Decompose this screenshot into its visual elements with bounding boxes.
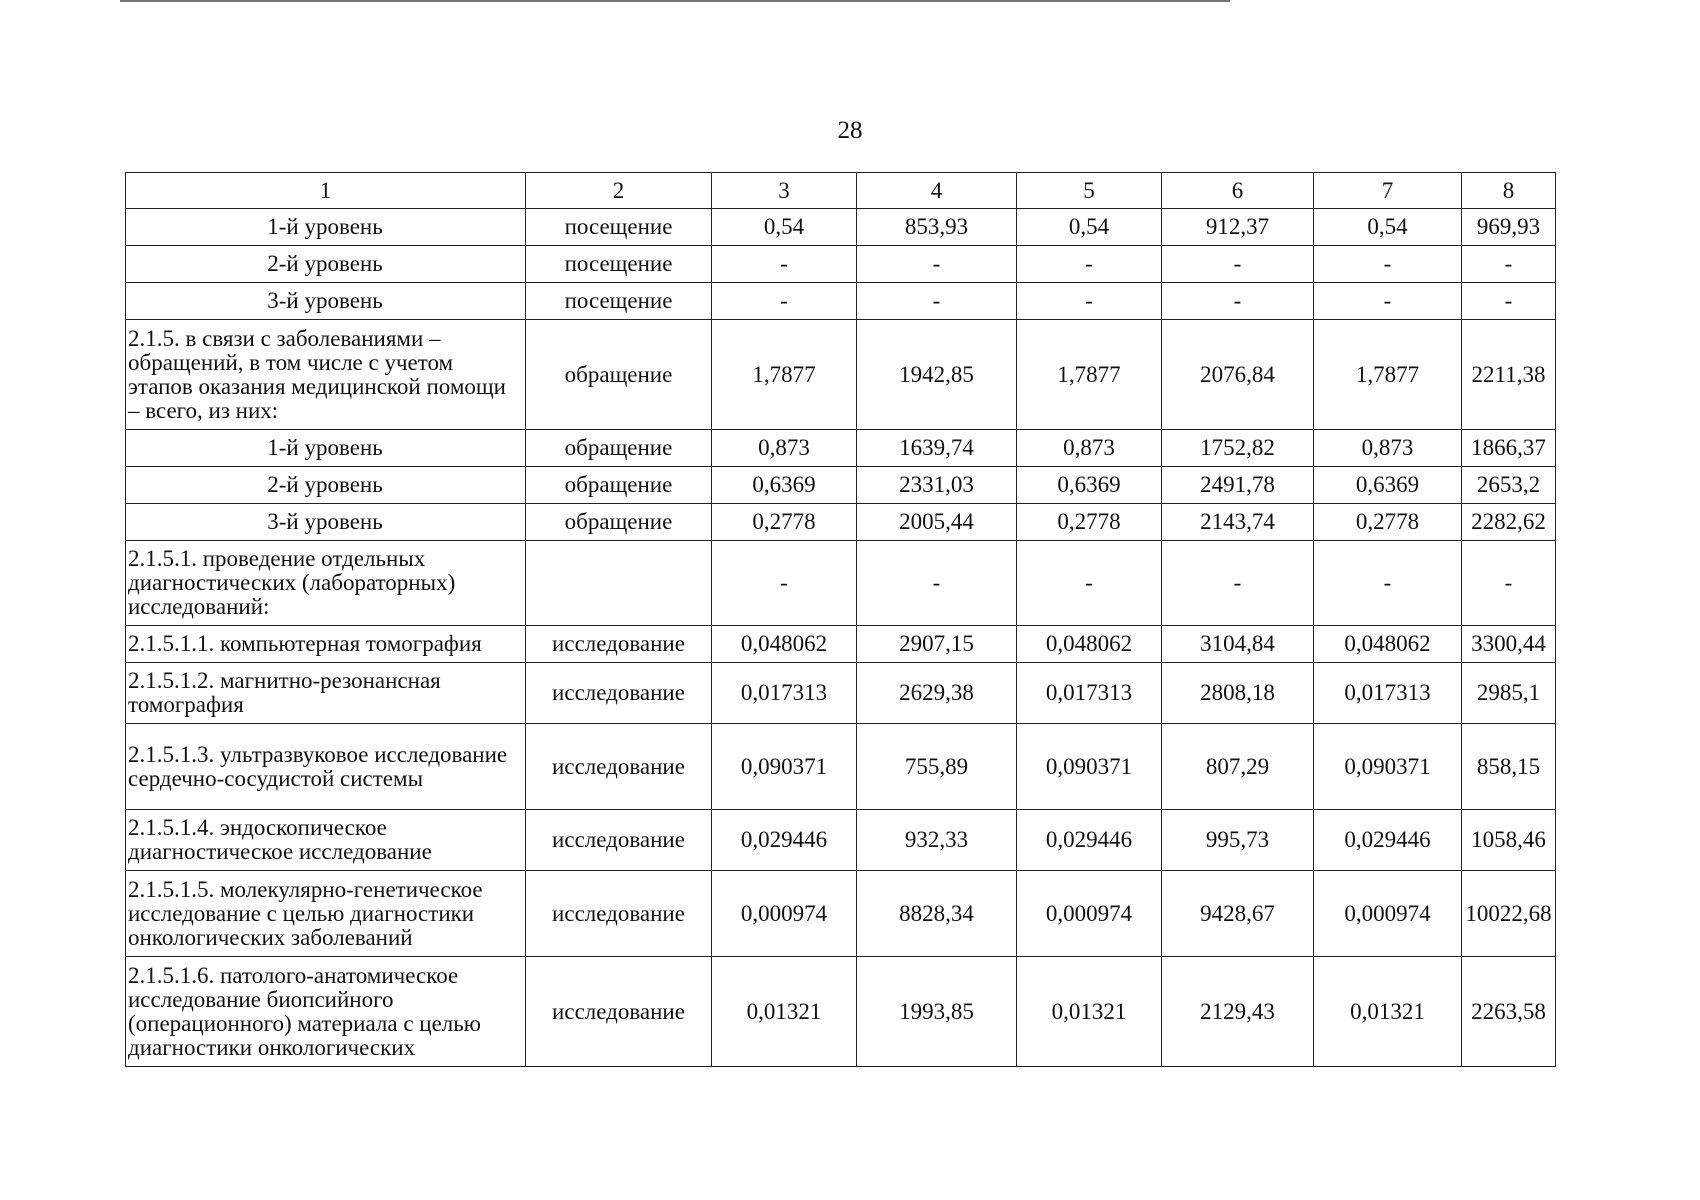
value-cell: 969,93: [1462, 209, 1556, 246]
value-cell: -: [1017, 283, 1162, 320]
value-cell: 0,000974: [712, 871, 857, 957]
row-name-cell: 2-й уровень: [126, 246, 526, 283]
row-name-cell: 2-й уровень: [126, 467, 526, 504]
value-cell: 807,29: [1162, 724, 1314, 810]
row-name-cell: 2.1.5. в связи с заболеваниями – обращений, в том числе с учетом этапов оказания медицинской помощи – всего, из них:: [126, 320, 526, 430]
value-cell: -: [1462, 283, 1556, 320]
value-cell: 0,01321: [1314, 957, 1462, 1067]
value-cell: -: [1314, 246, 1462, 283]
value-cell: 0,048062: [1017, 626, 1162, 663]
unit-cell: [526, 541, 712, 626]
value-cell: 0,017313: [1017, 663, 1162, 724]
header-cell: 8: [1462, 173, 1556, 209]
page-number: 28: [837, 117, 863, 144]
value-cell: -: [1462, 246, 1556, 283]
value-cell: 0,2778: [712, 504, 857, 541]
value-cell: 0,873: [1314, 430, 1462, 467]
value-cell: 0,090371: [1017, 724, 1162, 810]
table-row: [126, 810, 1556, 871]
value-cell: 2076,84: [1162, 320, 1314, 430]
value-cell: 0,6369: [1314, 467, 1462, 504]
value-cell: 0,54: [712, 209, 857, 246]
value-cell: 0,01321: [1017, 957, 1162, 1067]
value-cell: 1752,82: [1162, 430, 1314, 467]
value-cell: -: [712, 246, 857, 283]
value-cell: -: [1017, 246, 1162, 283]
data-table: [125, 172, 1556, 1067]
unit-cell: обращение: [526, 504, 712, 541]
value-cell: 0,873: [712, 430, 857, 467]
value-cell: -: [712, 283, 857, 320]
value-cell: -: [1314, 541, 1462, 626]
value-cell: -: [712, 541, 857, 626]
table-row: [126, 283, 1556, 320]
unit-cell: посещение: [526, 246, 712, 283]
value-cell: 2143,74: [1162, 504, 1314, 541]
row-name-cell: 1-й уровень: [126, 430, 526, 467]
row-name-cell: 3-й уровень: [126, 504, 526, 541]
value-cell: -: [857, 246, 1017, 283]
table-row: [126, 504, 1556, 541]
value-cell: 0,000974: [1017, 871, 1162, 957]
value-cell: 0,048062: [1314, 626, 1462, 663]
unit-cell: обращение: [526, 467, 712, 504]
unit-cell: исследование: [526, 626, 712, 663]
value-cell: 10022,68: [1462, 871, 1556, 957]
value-cell: 9428,67: [1162, 871, 1314, 957]
table-row: [126, 724, 1556, 810]
value-cell: 1942,85: [857, 320, 1017, 430]
unit-cell: исследование: [526, 724, 712, 810]
unit-cell: исследование: [526, 810, 712, 871]
table-row: [126, 957, 1556, 1067]
value-cell: 858,15: [1462, 724, 1556, 810]
value-cell: 2653,2: [1462, 467, 1556, 504]
header-cell: 6: [1162, 173, 1314, 209]
unit-cell: исследование: [526, 871, 712, 957]
value-cell: -: [857, 541, 1017, 626]
value-cell: 0,873: [1017, 430, 1162, 467]
value-cell: 3104,84: [1162, 626, 1314, 663]
value-cell: 2263,58: [1462, 957, 1556, 1067]
row-name-cell: 2.1.5.1.3. ультразвуковое исследование сердечно-сосудистой системы: [126, 724, 526, 810]
row-name-cell: 2.1.5.1.5. молекулярно-генетическое исследование с целью диагностики онкологических заболеваний: [126, 871, 526, 957]
value-cell: 0,029446: [1017, 810, 1162, 871]
value-cell: 0,2778: [1314, 504, 1462, 541]
value-cell: 2985,1: [1462, 663, 1556, 724]
value-cell: 2005,44: [857, 504, 1017, 541]
header-cell: 2: [526, 173, 712, 209]
value-cell: 2331,03: [857, 467, 1017, 504]
value-cell: 2629,38: [857, 663, 1017, 724]
value-cell: 755,89: [857, 724, 1017, 810]
unit-cell: посещение: [526, 209, 712, 246]
value-cell: 853,93: [857, 209, 1017, 246]
unit-cell: обращение: [526, 430, 712, 467]
value-cell: 995,73: [1162, 810, 1314, 871]
value-cell: 3300,44: [1462, 626, 1556, 663]
unit-cell: посещение: [526, 283, 712, 320]
value-cell: 0,017313: [712, 663, 857, 724]
table-row: [126, 871, 1556, 957]
table-row: [126, 626, 1556, 663]
table-row: [126, 320, 1556, 430]
table-row: [126, 246, 1556, 283]
row-name-cell: 2.1.5.1.1. компьютерная томография: [126, 626, 526, 663]
unit-cell: обращение: [526, 320, 712, 430]
unit-cell: исследование: [526, 663, 712, 724]
value-cell: 0,029446: [712, 810, 857, 871]
header-cell: 3: [712, 173, 857, 209]
table-row: [126, 430, 1556, 467]
value-cell: -: [1162, 541, 1314, 626]
value-cell: 2907,15: [857, 626, 1017, 663]
value-cell: 912,37: [1162, 209, 1314, 246]
value-cell: 1,7877: [1314, 320, 1462, 430]
header-cell: 7: [1314, 173, 1462, 209]
value-cell: 0,000974: [1314, 871, 1462, 957]
value-cell: 8828,34: [857, 871, 1017, 957]
value-cell: 0,54: [1017, 209, 1162, 246]
value-cell: 1639,74: [857, 430, 1017, 467]
value-cell: 1,7877: [1017, 320, 1162, 430]
value-cell: -: [1162, 283, 1314, 320]
value-cell: 0,048062: [712, 626, 857, 663]
value-cell: 0,6369: [712, 467, 857, 504]
value-cell: -: [1162, 246, 1314, 283]
row-name-cell: 3-й уровень: [126, 283, 526, 320]
row-name-cell: 1-й уровень: [126, 209, 526, 246]
value-cell: -: [1017, 541, 1162, 626]
row-name-cell: 2.1.5.1.4. эндоскопическое диагностическое исследование: [126, 810, 526, 871]
table-row: [126, 663, 1556, 724]
value-cell: 2491,78: [1162, 467, 1314, 504]
value-cell: 0,090371: [1314, 724, 1462, 810]
value-cell: 1058,46: [1462, 810, 1556, 871]
value-cell: 0,6369: [1017, 467, 1162, 504]
value-cell: 0,029446: [1314, 810, 1462, 871]
value-cell: 0,54: [1314, 209, 1462, 246]
table-row: [126, 467, 1556, 504]
row-name-cell: 2.1.5.1.6. патолого-анатомическое исследование биопсийного (операционного) материала с целью диагностики онкологических: [126, 957, 526, 1067]
header-row: [126, 173, 1556, 209]
value-cell: 2808,18: [1162, 663, 1314, 724]
value-cell: 1,7877: [712, 320, 857, 430]
value-cell: -: [1462, 541, 1556, 626]
value-cell: 1866,37: [1462, 430, 1556, 467]
unit-cell: исследование: [526, 957, 712, 1067]
header-cell: 1: [126, 173, 526, 209]
value-cell: 932,33: [857, 810, 1017, 871]
header-cell: 5: [1017, 173, 1162, 209]
value-cell: 1993,85: [857, 957, 1017, 1067]
top-border-line: [120, 0, 1230, 2]
table-row: [126, 209, 1556, 246]
row-name-cell: 2.1.5.1.2. магнитно-резонансная томография: [126, 663, 526, 724]
value-cell: 2129,43: [1162, 957, 1314, 1067]
header-cell: 4: [857, 173, 1017, 209]
value-cell: 2282,62: [1462, 504, 1556, 541]
value-cell: -: [857, 283, 1017, 320]
table-row: [126, 541, 1556, 626]
value-cell: 0,01321: [712, 957, 857, 1067]
value-cell: 2211,38: [1462, 320, 1556, 430]
value-cell: -: [1314, 283, 1462, 320]
value-cell: 0,017313: [1314, 663, 1462, 724]
row-name-cell: 2.1.5.1. проведение отдельных диагностических (лабораторных) исследований:: [126, 541, 526, 626]
value-cell: 0,090371: [712, 724, 857, 810]
value-cell: 0,2778: [1017, 504, 1162, 541]
